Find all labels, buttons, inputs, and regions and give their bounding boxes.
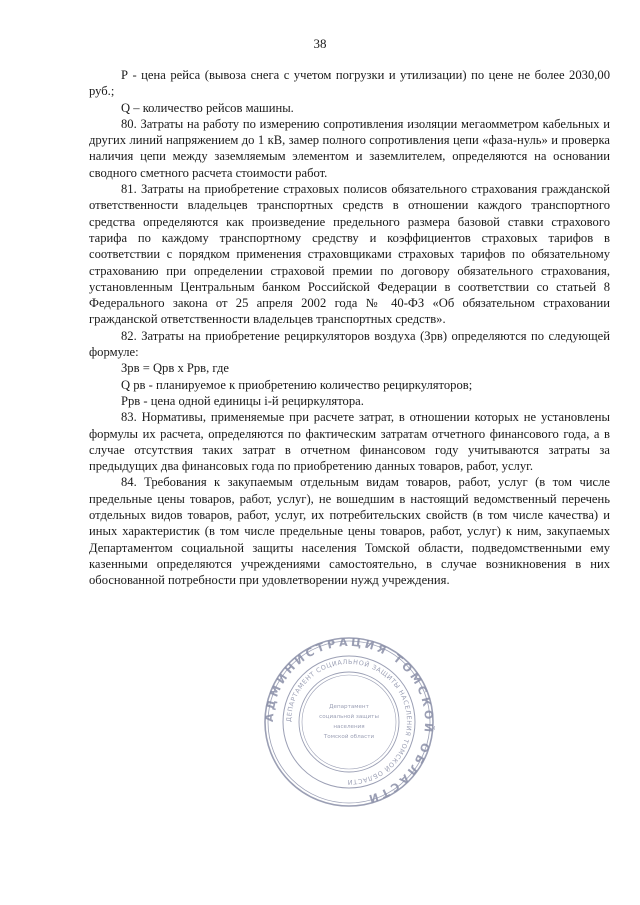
svg-text:ДЕПАРТАМЕНТ СОЦИАЛЬНОЙ ЗАЩИТЫ: ДЕПАРТАМЕНТ СОЦИАЛЬНОЙ ЗАЩИТЫ НАСЕЛЕНИЯ ТОМСКОЙ ОБЛАСТИ: [284, 657, 414, 787]
formula-definition: Q рв - планируемое к приобретению количество рециркуляторов;: [121, 377, 473, 392]
paragraph: Р - цена рейса (вывоза снега с учетом погрузки и утилизации) по цене не более 2030,00 руб.;: [89, 68, 610, 99]
svg-text:населения: населения: [333, 724, 365, 730]
svg-text:Томской области: Томской области: [323, 734, 375, 740]
svg-text:социальной защиты: социальной защиты: [319, 714, 379, 720]
page-number: 38: [313, 36, 327, 51]
official-seal-stamp: [263, 636, 435, 808]
paragraph-item-84: 84. Требования к закупаемым отдельным видам товаров, работ, услуг (в том числе предельные цены товаров, работ, услуг), не вошедшим в настоящий ведомственный перечень отдельных видов товаров, работ, услуг, их потребительских свойств (в том числе качества) и иных характеристик (в том числе предельные цены товаров, работ, услуг) к ним, закупаемых Департаментом социальной защиты населения Томской области, подведомственными ему казенными определяются учреждениями самостоятельно, в случае возникновения в них обоснованной потребности при удовлетворении нужд учреждения.: [89, 475, 610, 588]
paragraph-item-80: 80. Затраты на работу по измерению сопротивления изоляции мегаомметром кабельных и других линий напряжением до 1 кВ, замер полного сопротивления цепи «фаза-нуль» и проверка наличия цепи между заземляемым элементом и заземлителем, определяются на основании сводного сметного расчета стоимости работ.: [89, 116, 610, 180]
paragraph-item-82: 82. Затраты на приобретение рециркуляторов воздуха (Зрв) определяются по следующей формуле:: [89, 328, 610, 360]
paragraph-item-83: 83. Нормативы, применяемые при расчете затрат, в отношении которых не установлены формулы их расчета, определяются по фактическим затратам отчетного финансового года, а в случае отсутствия таких затрат в отчетном финансовом году учитываются затраты за предыдущих два финансовых года по приобретению данных товаров, работ, услуг.: [89, 410, 610, 474]
formula: Зрв = Qрв х Ррв, где: [121, 361, 229, 376]
paragraph-item-81: 81. Затраты на приобретение страховых полисов обязательного страхования гражданской ответственности владельцев транспортных средств в отношении каждого транспортного средства определяются как произведение предельного размера базовой ставки страхового тарифа по каждому транспортному средству и коэффициентов страховых тарифов в соответствии с порядком применения страховщиками страховых тарифов по обязательному страхованию при определении страховой премии по договору обязательного страхования, установленным Центральным банком Российской Федерации в соответствии со статьей 8 Федерального закона от 25 апреля 2002 года № 40-ФЗ «Об обязательном страховании гражданской ответственности владельцев транспортных средств».: [89, 182, 610, 327]
svg-text:АДМИНИСТРАЦИЯ ТОМСКОЙ ОБЛАСТИ: АДМИНИСТРАЦИЯ ТОМСКОЙ ОБЛАСТИ: [263, 636, 435, 807]
formula-definition: Ррв - цена одной единицы i-й рециркулятора.: [121, 393, 364, 408]
document-body: [89, 67, 610, 589]
svg-text:Департамент: Департамент: [329, 704, 369, 710]
paragraph: Q – количество рейсов машины.: [121, 100, 294, 115]
